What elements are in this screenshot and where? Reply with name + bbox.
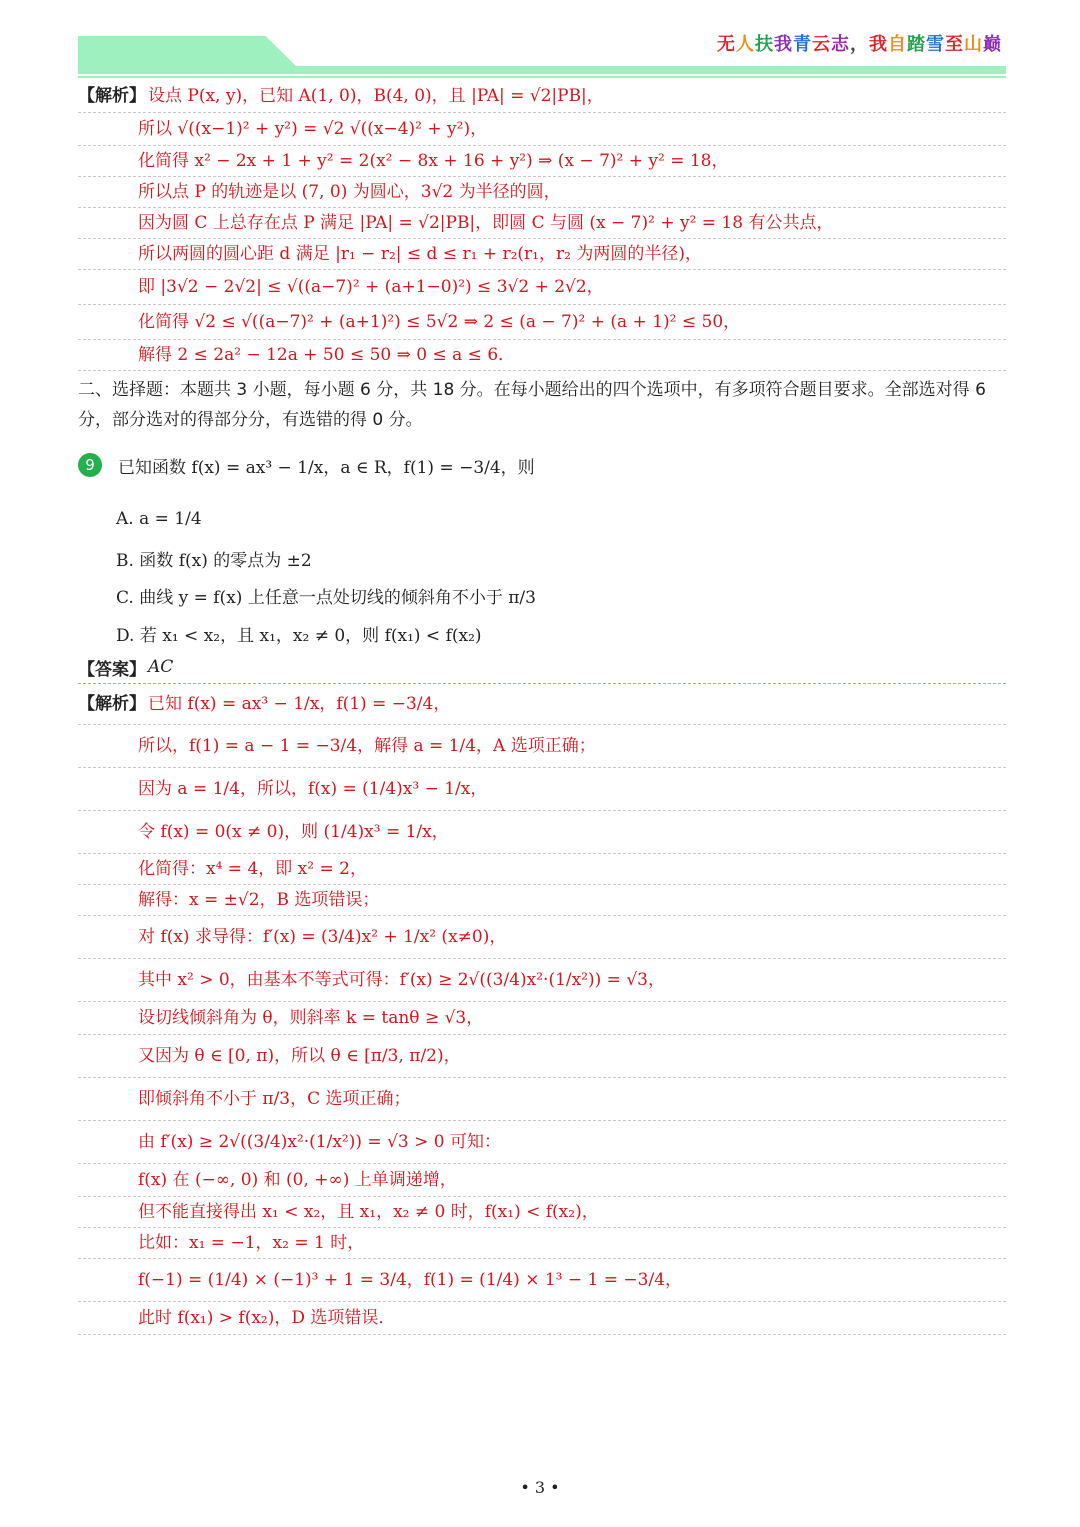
motto-char: 青 xyxy=(793,34,812,55)
motto-char: 云 xyxy=(812,34,831,55)
solution-line xyxy=(78,768,1006,811)
solution-line xyxy=(78,80,1006,113)
solution-line xyxy=(78,208,1006,239)
solution-text: 又因为 θ ∈ [0, π)，所以 θ ∈ [π/3, π/2)， xyxy=(138,1045,461,1066)
solution-line xyxy=(78,684,1006,725)
solution-line xyxy=(78,854,1006,885)
answer-label: 【答案】 xyxy=(78,659,146,680)
motto-char: 山 xyxy=(964,34,983,55)
solution-text: 此时 f(x₁) > f(x₂)，D 选项错误． xyxy=(138,1307,396,1328)
solution-line xyxy=(78,1164,1006,1197)
solution-line xyxy=(78,340,1006,371)
motto-char: 志 xyxy=(831,34,850,55)
solution-line xyxy=(78,1078,1006,1121)
page-number: • 3 • xyxy=(520,1478,560,1497)
solution-line xyxy=(78,146,1006,177)
solution-text: 化简得 x² − 2x + 1 + y² = 2(x² − 8x + 16 + y²) ⇒ (x − 7)² + y² = 18， xyxy=(138,150,729,171)
solution-line xyxy=(78,959,1006,1002)
solution-text: 设切线倾斜角为 θ，则斜率 k = tanθ ≥ √3， xyxy=(138,1007,484,1028)
solution-line xyxy=(78,177,1006,208)
header-bar-decoration xyxy=(78,66,1006,74)
solution-text: 因为 a = 1/4，所以，f(x) = (1/4)x³ − 1/x， xyxy=(138,778,488,799)
option-d: D. 若 x₁ < x₂，且 x₁，x₂ ≠ 0，则 f(x₁) < f(x₂) xyxy=(116,625,482,646)
solution-text: 所以 √((x−1)² + y²) = √2 √((x−4)² + y²)， xyxy=(138,118,488,139)
motto-char: 我 xyxy=(774,34,793,55)
solution-line xyxy=(78,270,1006,305)
solution-text: 对 f(x) 求导得：f′(x) = (3/4)x² + 1/x² (x≠0)， xyxy=(138,926,507,947)
solution-line xyxy=(78,811,1006,854)
motto-char: 自 xyxy=(888,34,907,55)
header-tab-decoration xyxy=(78,36,296,66)
solution-text: 所以两圆的圆心距 d 满足 |r₁ − r₂| ≤ d ≤ r₁ + r₂(r₁，r₂ 为两圆的半径)， xyxy=(138,243,702,264)
solution-text: 但不能直接得出 x₁ < x₂，且 x₁，x₂ ≠ 0 时，f(x₁) < f(x₂)， xyxy=(138,1201,599,1222)
solution-line xyxy=(78,1228,1006,1259)
solution-label: 【解析】 xyxy=(78,85,146,106)
answer-value: AC xyxy=(148,657,174,677)
solution-text: 设点 P(x, y)，已知 A(1, 0)，B(4, 0)，且 |PA| = √2|PB|， xyxy=(148,85,604,106)
header-line-decoration xyxy=(78,76,1006,78)
solution-text: 化简得 √2 ≤ √((a−7)² + (a+1)²) ≤ 5√2 ⇒ 2 ≤ (a − 7)² + (a + 1)² ≤ 50， xyxy=(138,311,741,332)
solution-text: 解得：x = ±√2，B 选项错误； xyxy=(138,889,380,910)
solution-part1 xyxy=(78,80,1006,371)
question-stem: 已知函数 f(x) = ax³ − 1/x，a ∈ R，f(1) = −3/4，则 xyxy=(118,457,535,478)
motto-char: 雪 xyxy=(926,34,945,55)
solution-line xyxy=(78,916,1006,959)
motto-char: 人 xyxy=(736,34,755,55)
solution-line xyxy=(78,1035,1006,1078)
solution-text: 已知 f(x) = ax³ − 1/x，f(1) = −3/4， xyxy=(148,693,451,714)
solution-text: 其中 x² > 0，由基本不等式可得：f′(x) ≥ 2√((3/4)x²·(1/x²)) = √3， xyxy=(138,969,665,990)
solution-line xyxy=(78,725,1006,768)
option-b: B. 函数 f(x) 的零点为 ±2 xyxy=(116,550,312,571)
solution-part2 xyxy=(78,684,1006,1335)
solution-line xyxy=(78,305,1006,340)
solution-text: f(x) 在 (−∞, 0) 和 (0, +∞) 上单调递增， xyxy=(138,1169,457,1190)
solution-line xyxy=(78,885,1006,916)
answer-row xyxy=(78,651,1006,684)
solution-text: 令 f(x) = 0(x ≠ 0)，则 (1/4)x³ = 1/x， xyxy=(138,821,449,842)
motto-char: 无 xyxy=(717,34,736,55)
solution-line xyxy=(78,1121,1006,1164)
page-header xyxy=(0,0,1080,90)
solution-line xyxy=(78,1302,1006,1335)
solution-text: 化简得：x⁴ = 4，即 x² = 2， xyxy=(138,858,367,879)
solution-text: 比如：x₁ = −1，x₂ = 1 时， xyxy=(138,1232,365,1253)
motto-char: 巅 xyxy=(983,34,1002,55)
option-a: A. a = 1/4 xyxy=(116,509,202,529)
question-number-badge: 9 xyxy=(78,453,102,477)
solution-text: f(−1) = (1/4) × (−1)³ + 1 = 3/4，f(1) = (1/4) × 1³ − 1 = −3/4， xyxy=(138,1269,683,1290)
solution-label: 【解析】 xyxy=(78,693,146,714)
document-body xyxy=(78,80,1006,1335)
motto-char: 我 xyxy=(869,34,888,55)
solution-text: 由 f′(x) ≥ 2√((3/4)x²·(1/x²)) = √3 > 0 可知： xyxy=(138,1131,501,1152)
motto-char: 踏 xyxy=(907,34,926,55)
solution-line xyxy=(78,239,1006,270)
solution-text: 即 |3√2 − 2√2| ≤ √((a−7)² + (a+1−0)²) ≤ 3√2 + 2√2， xyxy=(138,276,604,297)
solution-text: 解得 2 ≤ 2a² − 12a + 50 ≤ 50 ⇒ 0 ≤ a ≤ 6． xyxy=(138,344,516,365)
solution-line xyxy=(78,1259,1006,1302)
question-options xyxy=(78,497,1006,651)
solution-text: 因为圆 C 上总存在点 P 满足 |PA| = √2|PB|，即圆 C 与圆 (x − 7)² + y² = 18 有公共点， xyxy=(138,212,834,233)
solution-line xyxy=(78,113,1006,146)
solution-text: 即倾斜角不小于 π/3，C 选项正确； xyxy=(138,1088,411,1109)
motto-char: ， xyxy=(850,34,869,55)
solution-text: 所以，f(1) = a − 1 = −3/4，解得 a = 1/4，A 选项正确； xyxy=(138,735,596,756)
question-stem-row xyxy=(78,439,1006,491)
header-motto xyxy=(717,30,1002,56)
option-c: C. 曲线 y = f(x) 上任意一点处切线的倾斜角不小于 π/3 xyxy=(116,587,536,608)
solution-text: 所以点 P 的轨迹是以 (7, 0) 为圆心，3√2 为半径的圆， xyxy=(138,181,561,202)
solution-line xyxy=(78,1002,1006,1035)
motto-char: 扶 xyxy=(755,34,774,55)
solution-line xyxy=(78,1197,1006,1228)
section-heading: 二、选择题：本题共 3 小题，每小题 6 分，共 18 分。在每小题给出的四个选项中，有多项符合题目要求。全部选对得 6 分，部分选对的得部分分，有选错的得 0 分。 xyxy=(78,380,986,430)
motto-char: 至 xyxy=(945,34,964,55)
